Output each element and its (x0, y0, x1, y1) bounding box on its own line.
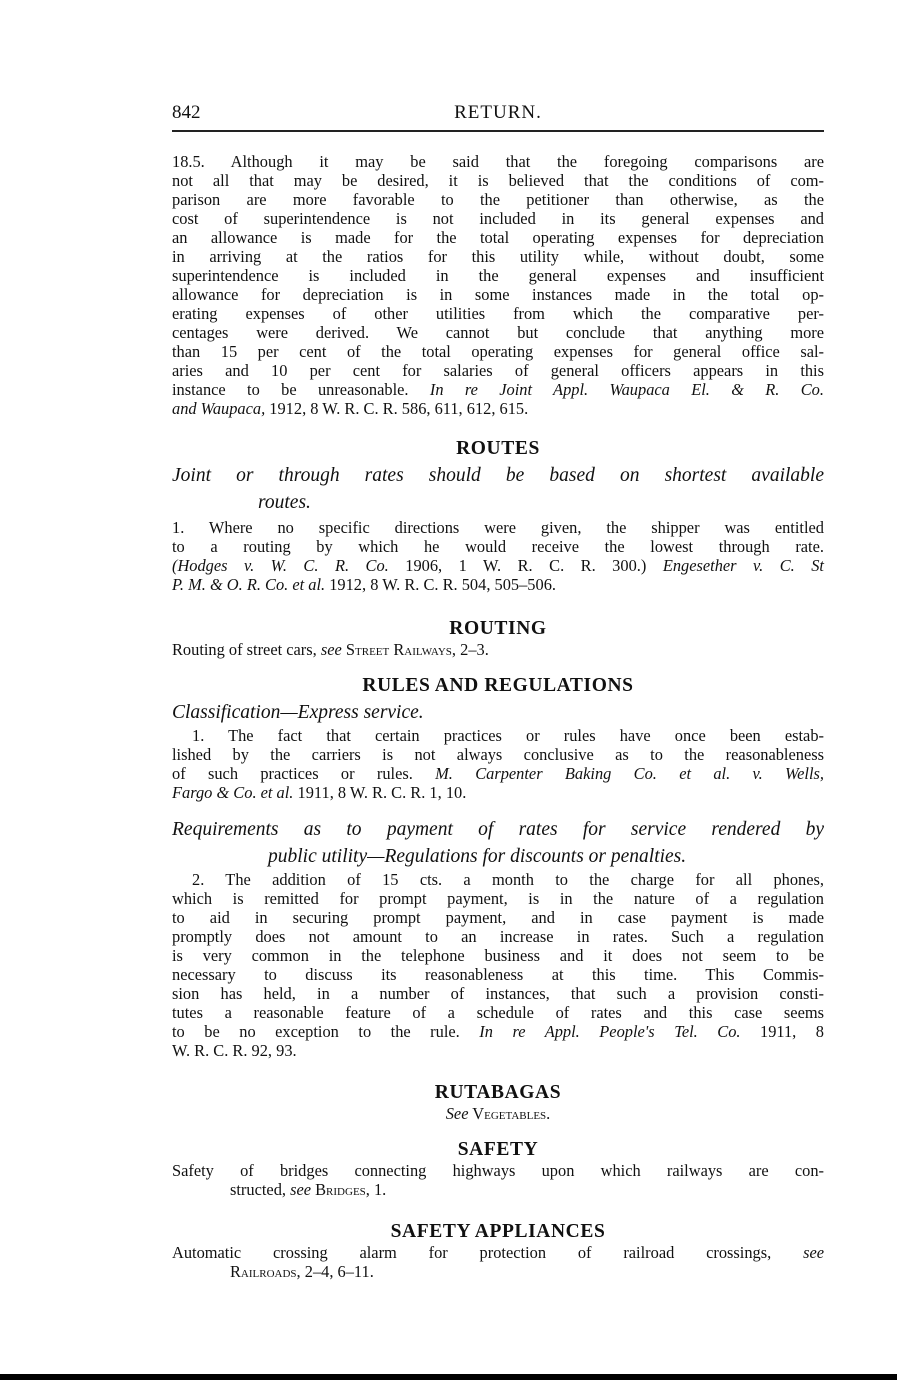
text-line: to a routing by which he would receive the lowest through rate. (172, 537, 824, 556)
cross-reference: Street Railways, (341, 640, 457, 659)
subheading-classification: Classification—Express service. (172, 702, 424, 723)
heading-safety: SAFETY (457, 1139, 539, 1160)
heading-rutabagas: RUTABAGAS (434, 1082, 562, 1103)
citation-reference: 1906, 1 W. R. C. R. 300.) (388, 556, 663, 575)
text-line: 2. The addition of 15 cts. a month to the charge for all phones, (192, 870, 824, 889)
subheading-line: public utility—Regulations for discounts or penalties. (268, 846, 687, 867)
text-line: necessary to discuss its reasonableness at this time. This Commis- (172, 965, 824, 984)
cross-reference-number: 2–4, 6–11. (300, 1262, 374, 1281)
text-line (172, 575, 824, 594)
text-line (172, 556, 824, 575)
page-header (172, 100, 824, 130)
paragraph-18-5 (172, 152, 824, 418)
text-line (172, 1022, 824, 1041)
heading-safety-appliances: SAFETY APPLIANCES (390, 1221, 606, 1242)
cross-reference-number: 1. (369, 1180, 387, 1199)
text-line (172, 1243, 824, 1262)
subheading-routes (172, 462, 824, 516)
text-line (172, 399, 824, 418)
case-citation: (Hodges v. W. C. R. Co. (172, 556, 389, 575)
page-number: 842 (172, 102, 201, 123)
text-line: in arriving at the ratios for this utility while, without doubt, some (172, 247, 824, 266)
text-line (172, 640, 824, 659)
text-line (172, 764, 824, 783)
header-rule (172, 130, 824, 132)
heading-rules-and-regulations: RULES AND REGULATIONS (362, 675, 634, 696)
text-line: than 15 per cent of the total operating expenses for general office sal- (172, 342, 824, 361)
heading-routes: ROUTES (456, 438, 540, 459)
citation-reference: 1912, 8 W. R. C. R. 586, 611, 612, 615. (265, 399, 529, 418)
text-run: of such practices or rules. (172, 764, 436, 783)
text-run: instance to be unreasonable. (172, 380, 430, 399)
text-line (172, 380, 824, 399)
case-citation: Engesether v. C. St (662, 556, 824, 575)
heading-routing: ROUTING (449, 618, 547, 639)
subheading-line: routes. (258, 492, 311, 513)
case-citation: Fargo & Co. et al. (172, 783, 294, 802)
cross-reference: Vegetables. (468, 1104, 551, 1123)
see-reference: See (445, 1104, 469, 1123)
text-line: 1. Where no specific directions were given, the shipper was entitled (172, 518, 824, 537)
text-line: Safety of bridges connecting highways upon which railways are con- (172, 1161, 824, 1180)
cross-reference-number: 2–3. (456, 640, 489, 659)
text-line: parison are more favorable to the petitioner than otherwise, as the (172, 190, 824, 209)
see-reference: see (320, 640, 342, 659)
text-run: Routing of street cars, (172, 640, 321, 659)
text-line: promptly does not amount to an increase in rates. Such a regulation (172, 927, 824, 946)
text-line: is very common in the telephone business and it does not seem to be (172, 946, 824, 965)
book-page (172, 100, 824, 1281)
subheading-requirements (172, 816, 824, 870)
text-run: to be no exception to the rule. (172, 1022, 480, 1041)
subheading-line: Requirements as to payment of rates for service rendered by (172, 819, 824, 840)
text-line: erating expenses of other utilities from which the comparative per- (172, 304, 824, 323)
text-line: sion has held, in a number of instances, that such a provision consti- (172, 984, 824, 1003)
text-line (172, 783, 824, 802)
citation-reference: 1911, 8 W. R. C. R. 1, 10. (293, 783, 467, 802)
text-line: cost of superintendence is not included in its general expenses and (172, 209, 824, 228)
text-line (172, 1262, 824, 1281)
case-citation: and Waupaca, (172, 399, 266, 418)
text-line: centages were derived. We cannot but conclude that anything more (172, 323, 824, 342)
case-citation: M. Carpenter Baking Co. et al. v. Wells, (435, 764, 824, 783)
text-line: 1. The fact that certain practices or rules have once been estab- (192, 726, 824, 745)
text-run: Automatic crossing alarm for protection of railroad crossings, (172, 1243, 804, 1262)
paragraph-2 (172, 870, 824, 1060)
text-line (172, 1180, 824, 1199)
text-line: allowance for depreciation is in some instances made in the total op- (172, 285, 824, 304)
text-line: not all that may be desired, it is believed that the conditions of com- (172, 171, 824, 190)
see-reference: see (803, 1243, 824, 1262)
text-line: to aid in securing prompt payment, and in case payment is made (172, 908, 824, 927)
cross-reference: Bridges, (311, 1180, 370, 1199)
text-line: tutes a reasonable feature of a schedule of rates and this case seems (172, 1003, 824, 1022)
scan-bottom-edge (0, 1374, 897, 1380)
case-citation: In re Appl. People's Tel. Co. (479, 1022, 741, 1041)
text-line: 18.5. Although it may be said that the foregoing comparisons are (172, 152, 824, 171)
cross-reference: Railroads, (230, 1262, 301, 1281)
running-title: RETURN. (454, 102, 542, 123)
citation-reference: 1911, 8 (740, 1022, 824, 1041)
text-line: lished by the carriers is not always conclusive as to the reasonableness (172, 745, 824, 764)
citation-reference: 1912, 8 W. R. C. R. 504, 505–506. (325, 575, 556, 594)
text-line: aries and 10 per cent for salaries of general officers appears in this (172, 361, 824, 380)
case-citation: P. M. & O. R. Co. et al. (172, 575, 326, 594)
subheading-line: Joint or through rates should be based on shortest available (172, 465, 824, 486)
text-line (172, 1104, 824, 1123)
text-line: which is remitted for prompt payment, is in the nature of a regulation (172, 889, 824, 908)
text-line: superintendence is included in the general expenses and insufficient (172, 266, 824, 285)
text-run: structed, (230, 1180, 291, 1199)
text-line: an allowance is made for the total operating expenses for depreciation (172, 228, 824, 247)
case-citation: In re Joint Appl. Waupaca El. & R. Co. (429, 380, 824, 399)
text-line: W. R. C. R. 92, 93. (172, 1041, 297, 1060)
see-reference: see (290, 1180, 312, 1199)
